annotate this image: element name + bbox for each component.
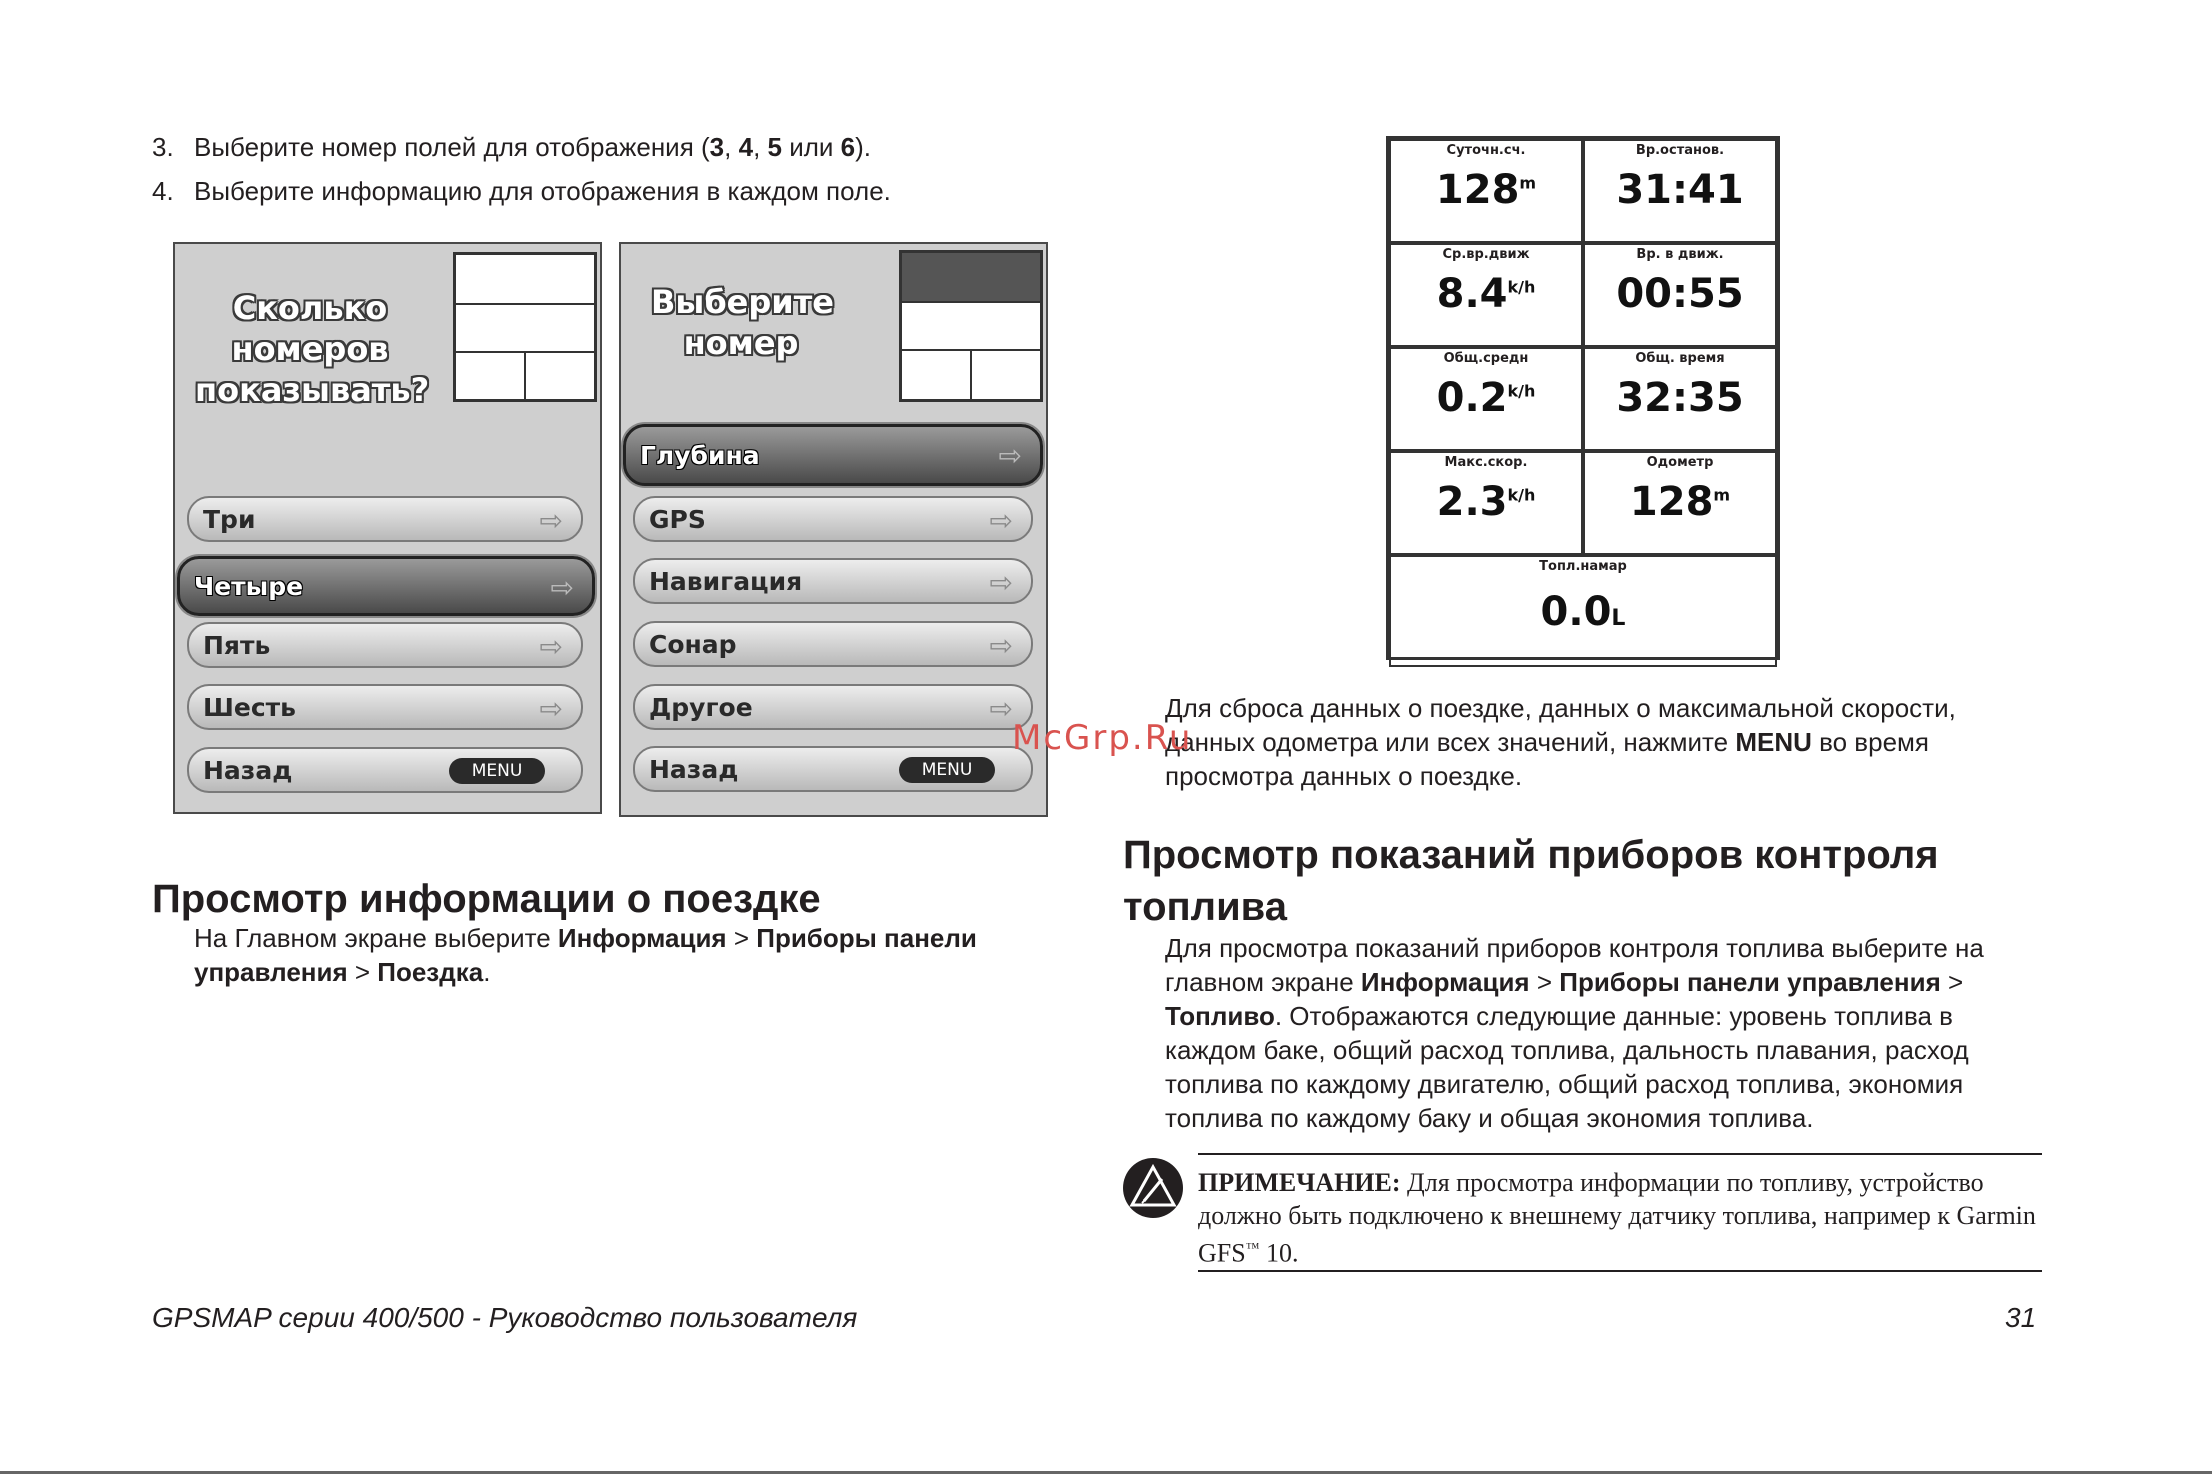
screen-title: Сколько номеров показывать? xyxy=(195,289,430,409)
trip-cell xyxy=(1583,139,1777,243)
trip-cell-value: 0.0L xyxy=(1540,589,1626,635)
arrow-right-icon: ⇨ xyxy=(539,692,563,725)
trip-cell-label: Макс.скор. xyxy=(1444,455,1528,470)
option-three-button[interactable]: Три ⇨ xyxy=(187,496,583,542)
bottom-divider xyxy=(0,1471,2212,1474)
step-4: 4. Выберите информацию для отображения в каждом поле. xyxy=(152,176,891,206)
arrow-right-icon: ⇨ xyxy=(998,439,1022,472)
note-top-rule xyxy=(1198,1153,2042,1155)
trip-cell xyxy=(1583,243,1777,347)
arrow-right-icon: ⇨ xyxy=(989,692,1013,725)
reset-paragraph: Для сброса данных о поездке, данных о максимальной скорости, данных одометра или всех значений, нажмите MENU во время просмотра данных о поездке. xyxy=(1165,693,1956,791)
page-number: 31 xyxy=(2005,1302,2037,1333)
trip-cell xyxy=(1389,243,1583,347)
menu-key-badge: MENU xyxy=(449,758,545,784)
option-gps-button[interactable]: GPS ⇨ xyxy=(633,496,1033,542)
trip-cell xyxy=(1583,451,1777,555)
trip-computer-screen xyxy=(1386,136,1780,660)
trip-cell-label: Общ. время xyxy=(1635,351,1725,366)
option-navigation-button[interactable]: Навигация ⇨ xyxy=(633,558,1033,604)
trip-cell-label: Суточн.сч. xyxy=(1446,143,1526,158)
trip-cell-value: 31:41 xyxy=(1616,167,1744,213)
note-text: ПРИМЕЧАНИЕ: Для просмотра информации по топливу, устройство должно быть подключено к внешнему датчику топлива, например к Garmin GFS™ 10. xyxy=(1198,1168,2036,1268)
trip-cell xyxy=(1389,347,1583,451)
trip-cell xyxy=(1583,347,1777,451)
arrow-right-icon: ⇨ xyxy=(989,504,1013,537)
trip-cell-value: $0.2^{k/h}$ xyxy=(1436,375,1536,421)
screen-title: Выберите номер xyxy=(651,283,834,362)
trip-cell-value: 32:35 xyxy=(1616,375,1744,421)
trip-cell-label: Вр. в движ. xyxy=(1636,247,1724,262)
option-other-button[interactable]: Другое ⇨ xyxy=(633,684,1033,730)
note-bottom-rule xyxy=(1198,1270,2042,1272)
arrow-right-icon: ⇨ xyxy=(539,504,563,537)
arrow-right-icon: ⇨ xyxy=(989,629,1013,662)
arrow-right-icon: ⇨ xyxy=(550,571,574,604)
trip-cell xyxy=(1389,139,1583,243)
arrow-right-icon: ⇨ xyxy=(989,566,1013,599)
option-depth-button[interactable]: Глубина ⇨ xyxy=(623,424,1043,486)
note-icon xyxy=(1122,1157,1184,1219)
trip-cell-value: $8.4^{k/h}$ xyxy=(1436,271,1536,317)
watermark: McGrp.Ru xyxy=(1012,718,1193,758)
trip-cell-value: 128$^m$ xyxy=(1629,479,1731,525)
option-five-button[interactable]: Пять ⇨ xyxy=(187,622,583,668)
trip-cell-value: $2.3^{k/h}$ xyxy=(1436,479,1536,525)
trip-cell-value: 00:55 xyxy=(1616,271,1744,317)
option-six-button[interactable]: Шесть ⇨ xyxy=(187,684,583,730)
trip-cell-label: Одометр xyxy=(1646,455,1714,470)
footer-title: GPSMAP серии 400/500 - Руководство пользователя xyxy=(152,1302,858,1333)
trip-cell-fuel xyxy=(1389,555,1777,667)
trip-info-heading: Просмотр информации о поездке xyxy=(152,877,821,921)
back-button[interactable]: Назад MENU xyxy=(633,746,1033,792)
step-3: 3. Выберите номер полей для отображения (3, 4, 5 или 6). xyxy=(152,132,872,162)
back-button[interactable]: Назад MENU xyxy=(187,747,583,793)
trip-cell-label: Вр.останов. xyxy=(1635,143,1725,158)
trip-cell-value: 128$^m$ xyxy=(1435,167,1537,213)
trip-cell-label: Общ.средн xyxy=(1443,351,1529,366)
trip-cell-label: Топл.намар xyxy=(1539,559,1627,574)
layout-preview-icon xyxy=(453,252,597,402)
menu-key-badge: MENU xyxy=(899,757,995,783)
layout-preview-icon xyxy=(899,250,1043,402)
fuel-paragraph: Для просмотра показаний приборов контроля топлива выберите на главном экране Информация > Приборы панели управления > Топливо. Отображаются следующие данные: уровень топлива в каждом баке, общий расход топлива, дальность плавания, расход топлива по каждому двигателю, общий расход топлива, экономия топлива по каждому баку и общая экономия топлива. xyxy=(1165,933,1984,1133)
option-sonar-button[interactable]: Сонар ⇨ xyxy=(633,621,1033,667)
fuel-heading: Просмотр показаний приборов контроля топлива xyxy=(1123,833,1939,929)
arrow-right-icon: ⇨ xyxy=(539,630,563,663)
trip-cell-label: Ср.вр.движ xyxy=(1442,247,1530,262)
trip-info-instruction: На Главном экране выберите Информация > Приборы панели управления > Поездка. xyxy=(194,923,977,987)
screen-select-data xyxy=(619,242,1048,817)
trip-cell xyxy=(1389,451,1583,555)
screen-field-count xyxy=(173,242,602,814)
option-four-button[interactable]: Четыре ⇨ xyxy=(177,556,595,616)
